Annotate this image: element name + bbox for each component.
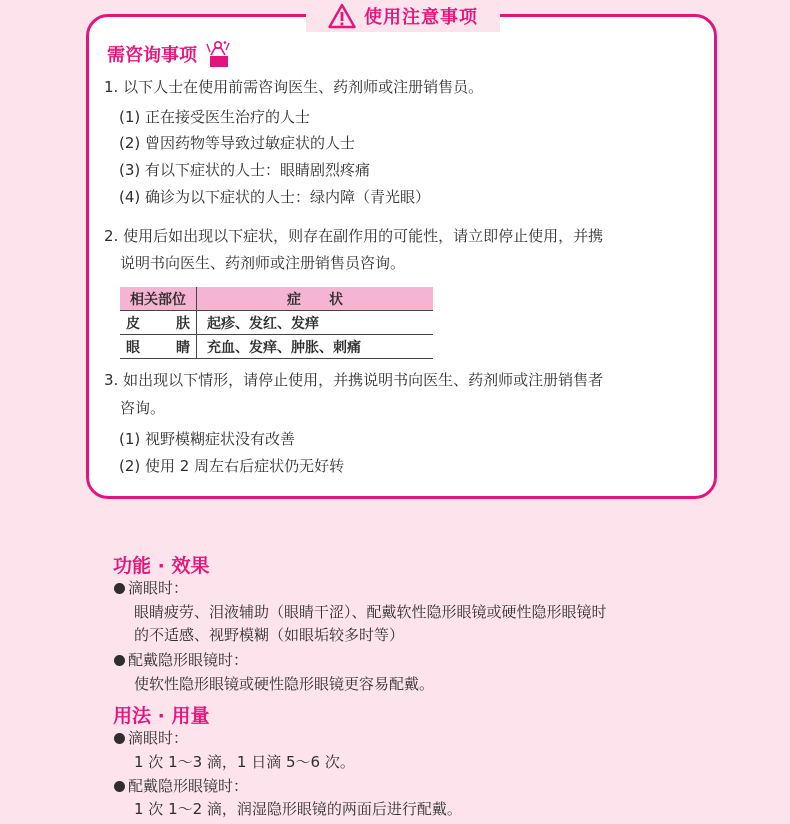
row-part: 皮肤 bbox=[120, 311, 197, 335]
efficacy-drop-label bbox=[114, 578, 188, 598]
caution-title: 使用注意事项 bbox=[364, 7, 478, 28]
caution-item-1-sub: (3) 有以下症状的人士：眼睛剧烈疼痛 bbox=[119, 161, 371, 179]
bullet-dot bbox=[114, 583, 125, 594]
bullet-dot bbox=[114, 733, 125, 744]
caution-header bbox=[306, 0, 500, 32]
symptom-table bbox=[120, 287, 433, 359]
usage-title: 用法 · 用量 bbox=[113, 705, 210, 727]
caution-item-1: 1. 以下人士在使用前需咨询医生、药剂师或注册销售员。 bbox=[104, 78, 484, 96]
header-symptom: 症 状 bbox=[197, 287, 434, 311]
caution-item-2: 2. 使用后如出现以下症状，则存在副作用的可能性，请立即停止使用，并携 bbox=[104, 227, 604, 245]
row-symptom: 起疹、发红、发痒 bbox=[207, 315, 319, 332]
usage-lens-text: 1 次 1～2 滴，润湿隐形眼镜的两面后进行配戴。 bbox=[134, 800, 462, 818]
usage-drop-text: 1 次 1～3 滴，1 日滴 5～6 次。 bbox=[134, 753, 355, 771]
efficacy-lens-label bbox=[114, 650, 248, 670]
usage-drop-label-text: 滴眼时： bbox=[128, 729, 189, 747]
caution-item-2-cont: 说明书向医生、药剂师或注册销售员咨询。 bbox=[120, 254, 406, 272]
bullet-dot bbox=[114, 781, 125, 792]
caution-item-3-sub: (1) 视野模糊症状没有改善 bbox=[119, 430, 296, 448]
caution-item-1-sub: (2) 曾因药物等导致过敏症状的人士 bbox=[119, 134, 356, 152]
doctor-consult-icon bbox=[205, 40, 231, 68]
caution-item-1-sub: (4) 确诊为以下症状的人士：绿内障（青光眼） bbox=[119, 188, 431, 206]
caution-item-1-sub: (1) 正在接受医生治疗的人士 bbox=[119, 108, 311, 126]
efficacy-lens-text: 使软性隐形眼镜或硬性隐形眼镜更容易配戴。 bbox=[134, 675, 435, 693]
efficacy-drop-text: 眼睛疲劳、泪液辅助（眼睛干涩）、配戴软性隐形眼镜或硬性隐形眼镜时 bbox=[134, 603, 607, 621]
row-part: 眼睛 bbox=[120, 335, 197, 359]
efficacy-drop-text: 的不适感、视野模糊（如眼垢较多时等） bbox=[134, 626, 405, 644]
efficacy-drop-label-text: 滴眼时： bbox=[128, 579, 189, 597]
efficacy-lens-label-text: 配戴隐形眼镜时： bbox=[128, 651, 249, 669]
caution-item-3-cont: 咨询。 bbox=[120, 399, 166, 417]
caution-item-3-sub: (2) 使用 2 周左右后症状仍无好转 bbox=[119, 457, 345, 475]
consult-title: 需咨询事项 bbox=[107, 45, 197, 66]
bullet-dot bbox=[114, 655, 125, 666]
usage-lens-label bbox=[114, 776, 248, 796]
table-row bbox=[120, 335, 433, 359]
efficacy-title: 功能 · 效果 bbox=[113, 555, 210, 577]
row-symptom: 充血、发痒、肿胀、刺痛 bbox=[207, 339, 361, 356]
header-part: 相关部位 bbox=[120, 287, 197, 311]
usage-drop-label bbox=[114, 728, 188, 748]
table-row bbox=[120, 311, 433, 335]
symptom-table-header bbox=[120, 287, 433, 311]
warning-icon bbox=[328, 3, 356, 29]
usage-lens-label-text: 配戴隐形眼镜时： bbox=[128, 777, 249, 795]
consult-heading bbox=[107, 40, 231, 68]
caution-item-3: 3. 如出现以下情形，请停止使用，并携说明书向医生、药剂师或注册销售者 bbox=[104, 371, 604, 389]
